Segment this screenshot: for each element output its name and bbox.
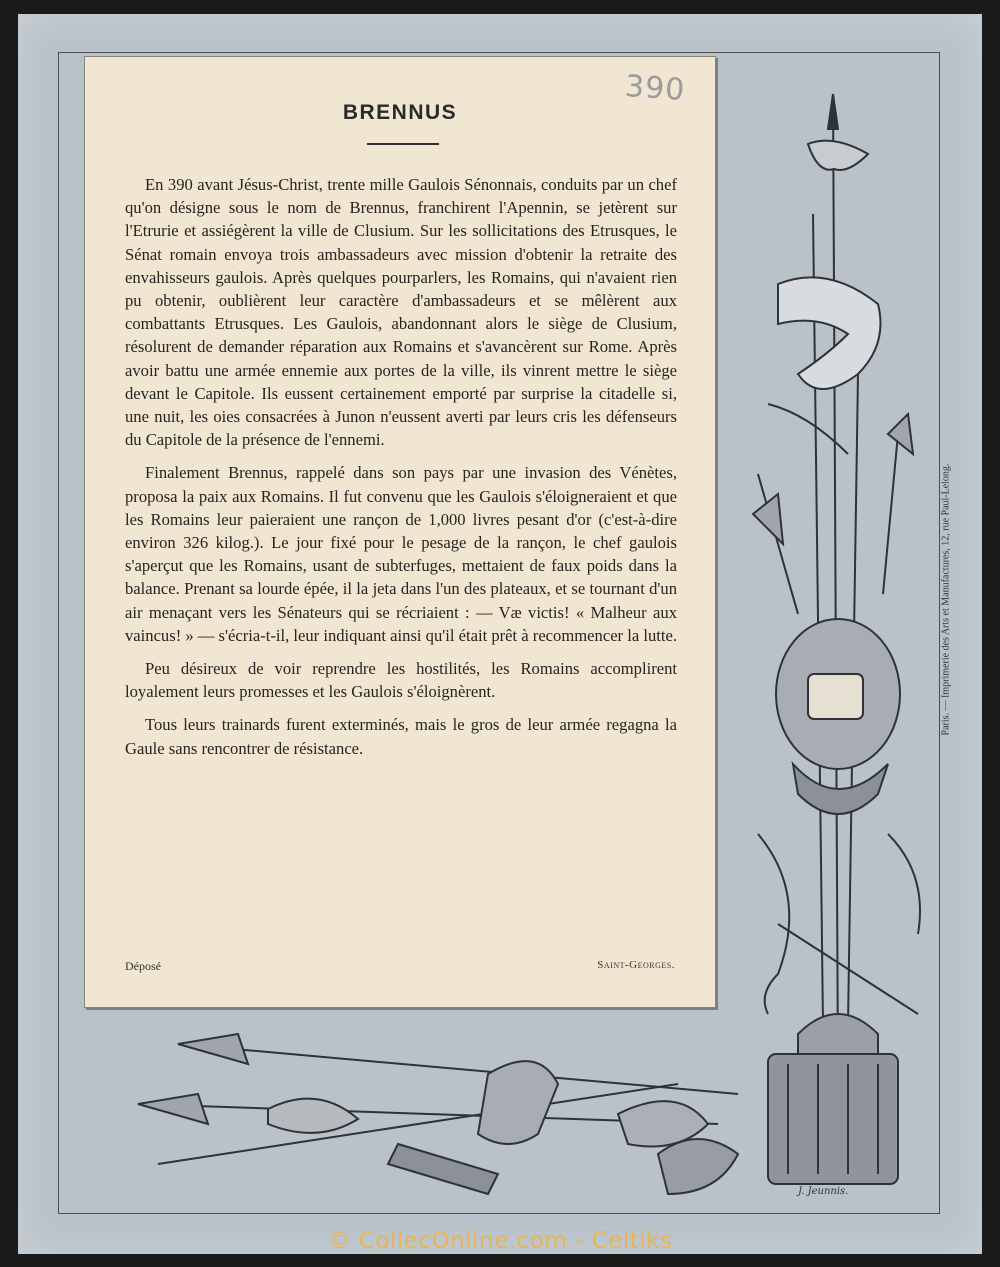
author-name: Saint-Georges. bbox=[597, 959, 675, 971]
watermark: © CollecOnline.com - Celtiks bbox=[327, 1228, 673, 1254]
deposit-mark: Déposé bbox=[125, 959, 161, 973]
printer-imprint-text: Paris. — Imprimerie des Arts et Manufactures, 12, rue Paul-Lelong. bbox=[940, 463, 952, 736]
handwritten-note: 390 bbox=[623, 68, 687, 109]
cover-card bbox=[18, 14, 982, 1254]
paragraph: Finalement Brennus, rappelé dans son pays par une invasion des Vénètes, proposa la paix aux Romains. Il fut convenu que les Gaulois s'éloigneraient et que les Romains leur paieraient une rançon de 1,000 livres pesant d'or (c'est-à-dire environ 326 kilog.). Le jour fixé pour le pesage de la rançon, le chef gaulois s'aperçut que les Romains, usant de subterfuges, mettaient de faux poids dans la balance. Prenant sa lourde épée, il la jeta dans l'un des plateaux, et se tournant d'un air menaçant vers les Sénateurs qui se récriaient : — Væ victis! « Malheur aux vaincus! » — s'écria-t-il, leur indiquant ainsi qu'il était prêt à recommencer la lutte. bbox=[125, 463, 677, 645]
printer-imprint bbox=[936, 384, 956, 824]
paragraph: Peu désireux de voir reprendre les hostilités, les Romains accomplirent loyalement leurs promesses et les Gaulois s'éloignèrent. bbox=[125, 659, 677, 702]
illustrator-signature: J. Jeunnis. bbox=[798, 1186, 849, 1197]
weapons-bottom-illustration bbox=[118, 1024, 878, 1224]
paragraph: En 390 avant Jésus-Christ, trente mille Gaulois Sénonnais, conduits par un chef qu'on désigne sous le nom de Brennus, franchirent l'Apennin, se jetèrent sur l'Etrurie et assiégèrent la ville de Clusium. Sur les sollicitations des Etrusques, le Sénat romain envoya trois ambassadeurs avec mission d'obtenir la retraite des envahisseurs gaulois. Après quelques pourparlers, les Romains, qui n'avaient rien pu obtenir, oublièrent leur caractère d'ambassadeurs et se mêlèrent aux combattants Etrusques. Les Gaulois, abandonnant alors le siège de Clusium, résolurent de demander réparation aux Romains et s'avancèrent sur Rome. Après avoir battu une armée ennemie aux portes de la ville, ils vinrent mettre le siège devant le Capitole. Ils eussent certainement emporté par surprise la citadelle si, une nuit, les oies consacrées à Junon n'eussent averti par leurs cris les défenseurs du Capitole de la présence de l'ennemi. bbox=[125, 175, 677, 450]
text-panel bbox=[84, 56, 716, 1008]
title-divider bbox=[367, 143, 439, 145]
body-text bbox=[125, 173, 677, 770]
page-title: BRENNUS bbox=[342, 101, 458, 124]
paragraph: Tous leurs trainards furent exterminés, mais le gros de leur armée regagna la Gaule sans rencontrer de résistance. bbox=[125, 715, 677, 758]
